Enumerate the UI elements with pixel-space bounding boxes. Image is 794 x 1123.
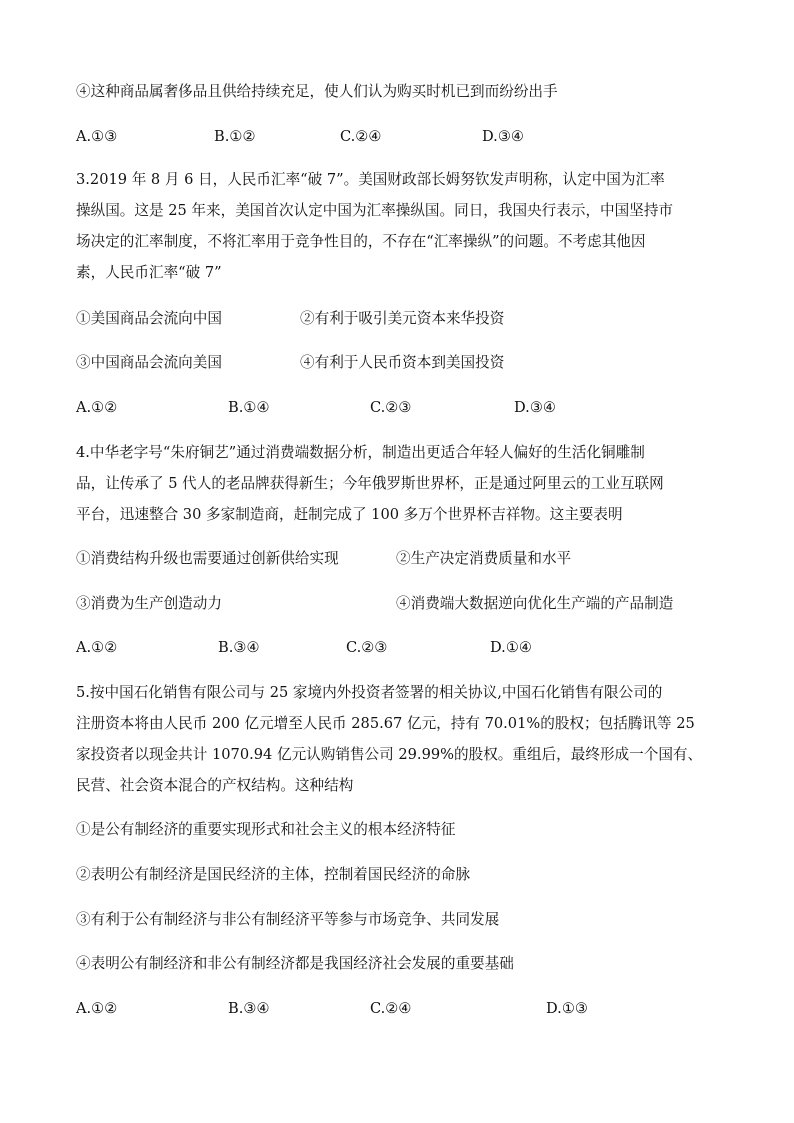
q5-choice-c: C.②④ <box>370 1000 412 1017</box>
q5-choice-a: A.①② <box>76 1000 118 1017</box>
q4-choice-c: C.②③ <box>346 639 388 656</box>
q5-choice-b: B.③④ <box>228 1000 270 1017</box>
q3-choice-b: B.①④ <box>228 399 270 416</box>
q5-statement-1: ①是公有制经济的重要实现形式和社会主义的根本经济特征 <box>76 821 456 838</box>
q4-statement-2: ②生产决定消费质量和水平 <box>396 550 572 567</box>
q4-stem-line-2: 品，让传承了 5 代人的老品牌获得新生；今年俄罗斯世界杯，正是通过阿里云的工业互联网 <box>76 475 664 492</box>
q3-stem-line-3: 场决定的汇率制度，不将汇率用于竞争性目的，不存在“汇率操纵”的问题。不考虑其他因 <box>76 233 646 250</box>
q2-choice-d: D.③④ <box>482 128 524 145</box>
q4-choice-b: B.③④ <box>218 639 260 656</box>
q3-statement-1: ①美国商品会流向中国 <box>76 310 222 327</box>
q3-choice-c: C.②③ <box>370 399 412 416</box>
q5-statement-3: ③有利于公有制经济与非公有制经济平等参与市场竞争、共同发展 <box>76 911 500 928</box>
q2-choice-c: C.②④ <box>340 128 382 145</box>
q4-statement-1: ①消费结构升级也需要通过创新供给实现 <box>76 550 339 567</box>
q4-statement-3: ③消费为生产创造动力 <box>76 595 222 612</box>
q4-stem-line-3: 平台，迅速整合 30 多家制造商，赶制完成了 100 多万个世界杯吉祥物。这主要表明 <box>76 506 623 523</box>
q3-statement-3: ③中国商品会流向美国 <box>76 354 222 371</box>
q2-choice-a: A.①③ <box>76 128 118 145</box>
q3-choice-d: D.③④ <box>514 399 556 416</box>
q5-stem-line-4: 民营、社会资本混合的产权结构。这种结构 <box>76 777 354 794</box>
q4-statement-4: ④消费端大数据逆向优化生产端的产品制造 <box>396 595 674 612</box>
q4-stem-line-1: 4.中华老字号“朱府铜艺”通过消费端数据分析，制造出更适合年轻人偏好的生活化铜雕制 <box>76 444 645 461</box>
q4-choice-a: A.①② <box>76 639 118 656</box>
q3-stem-line-1: 3.2019 年 8 月 6 日，人民币汇率“破 7”。美国财政部长姆努钦发声明称，认定中国为汇率 <box>76 171 665 188</box>
q5-statement-4: ④表明公有制经济和非公有制经济都是我国经济社会发展的重要基础 <box>76 955 514 972</box>
q3-stem-line-4: 素，人民币汇率“破 7” <box>76 264 222 281</box>
q5-statement-2: ②表明公有制经济是国民经济的主体，控制着国民经济的命脉 <box>76 866 471 883</box>
q5-choice-d: D.①③ <box>546 1000 588 1017</box>
q3-choice-a: A.①② <box>76 399 118 416</box>
q3-statement-2: ②有利于吸引美元资本来华投资 <box>300 310 505 327</box>
q3-stem-line-2: 操纵国。这是 25 年来，美国首次认定中国为汇率操纵国。同日，我国央行表示，中国坚持市 <box>76 202 674 219</box>
q4-choice-d: D.①④ <box>490 639 532 656</box>
q2-choice-b: B.①② <box>214 128 256 145</box>
q5-stem-line-1: 5.按中国石化销售有限公司与 25 家境内外投资者签署的相关协议,中国石化销售有限公司的 <box>76 684 663 701</box>
q5-stem-line-2: 注册资本将由人民币 200 亿元增至人民币 285.67 亿元，持有 70.01%的股权；包括腾讯等 25 <box>76 715 695 732</box>
q5-stem-line-3: 家投资者以现金共计 1070.94 亿元认购销售公司 29.99%的股权。重组后，最终形成一个国有、 <box>76 746 703 763</box>
q2-statement-4: ④这种商品属奢侈品且供给持续充足，使人们认为购买时机已到而纷纷出手 <box>76 83 558 100</box>
q3-statement-4: ④有利于人民币资本到美国投资 <box>300 354 505 371</box>
